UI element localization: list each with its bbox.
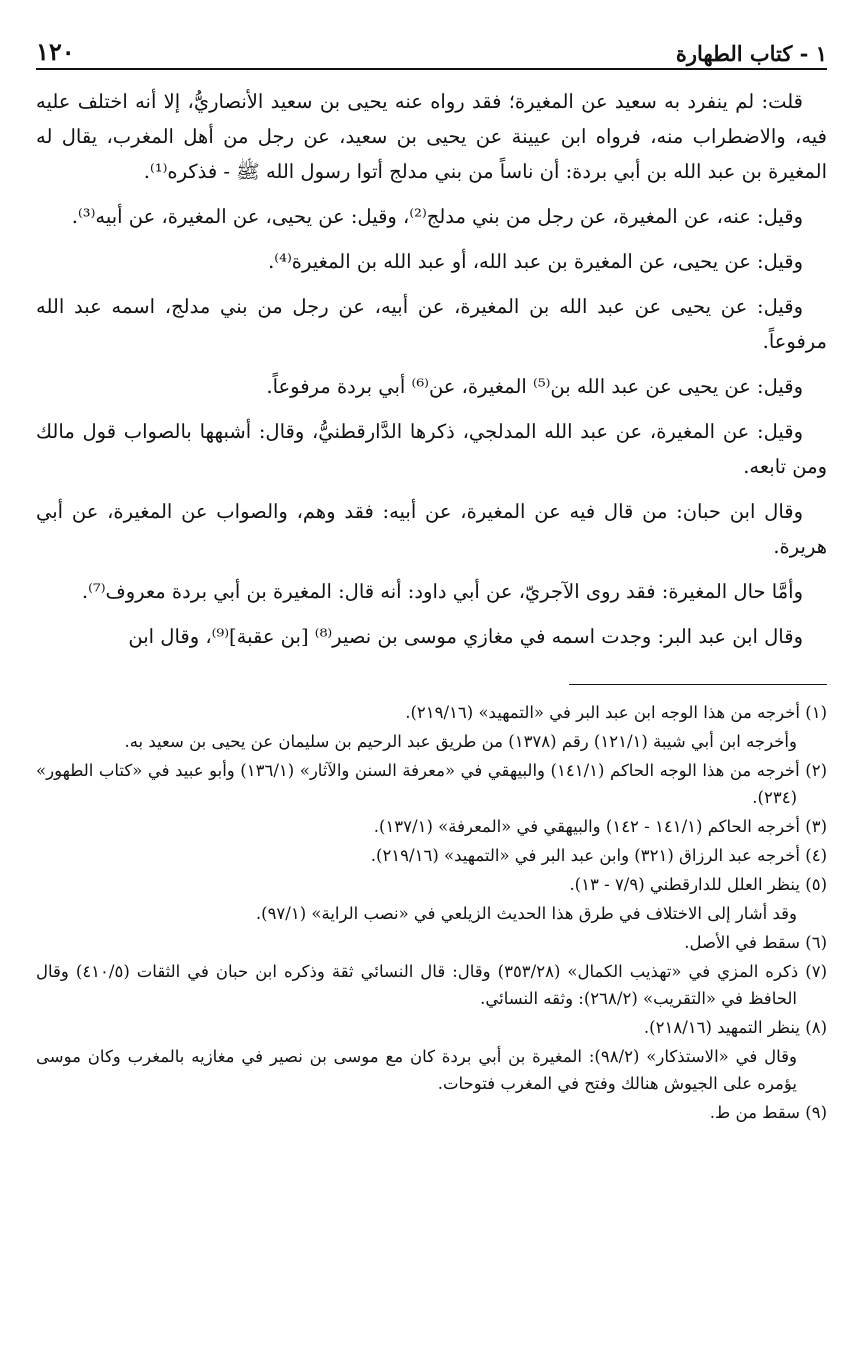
running-title: ١ - كتاب الطهارة [675, 41, 827, 66]
paragraph: وقال ابن حبان: من قال فيه عن المغيرة، عن أبيه: فقد وهم، والصواب عن المغيرة، عن أبي هريرة. [36, 500, 827, 558]
paragraph: وقيل: عن يحيى عن عبد الله بن⁽⁵⁾ المغيرة، عن⁽⁶⁾ أبي بردة مرفوعاً. [266, 375, 803, 398]
footnote: (٧) ذكره المزي في «تهذيب الكمال» (٣٥٣/٢٨) وقال: قال النسائي ثقة وذكره ابن حبان في الثقات (٤١٠/٥) وقال الحافظ في «التقريب» (٢٦٨/٢): وثقه النسائي. [36, 962, 827, 1008]
footnote: (٨) ينظر التمهيد (٢١٨/١٦). [643, 1018, 827, 1037]
footnote-separator [569, 684, 827, 685]
paragraph: وقال ابن عبد البر: وجدت اسمه في مغازي موسى بن نصير⁽⁸⁾ [بن عقبة]⁽⁹⁾، وقال ابن [128, 625, 803, 648]
paragraph: وقيل: عنه، عن المغيرة، عن رجل من بني مدلج⁽²⁾، وقيل: عن يحيى، عن المغيرة، عن أبيه⁽³⁾. [71, 205, 803, 228]
footnote: (٢) أخرجه من هذا الوجه الحاكم (١٤١/١) والبيهقي في «معرفة السنن والآثار» (١٣٦/١) وأبو عبيد في «كتاب الطهور» (٢٣٤). [36, 761, 827, 807]
footnote: (٥) ينظر العلل للدارقطني (٧/٩ - ١٣). [569, 875, 827, 894]
main-text [36, 84, 827, 654]
footnote: (٣) أخرجه الحاكم (١٤١/١ - ١٤٢) والبيهقي في «المعرفة» (١٣٧/١). [373, 817, 827, 836]
paragraph: وأمَّا حال المغيرة: فقد روى الآجريّ، عن أبي داود: أنه قال: المغيرة بن أبي بردة معروف⁽⁷⁾. [81, 580, 803, 603]
footnote: (١) أخرجه من هذا الوجه ابن عبد البر في «التمهيد» (٢١٩/١٦). [405, 703, 827, 722]
footnotes [36, 699, 827, 1126]
paragraph: وقيل: عن المغيرة، عن عبد الله المدلجي، ذكرها الدَّارقطنيُّ، وقال: أشبهها بالصواب قول مالك ومن تابعه. [36, 420, 827, 478]
footnote: (٦) سقط في الأصل. [684, 933, 827, 952]
footnote: (٤) أخرجه عبد الرزاق (٣٢١) وابن عبد البر في «التمهيد» (٢١٩/١٦). [370, 846, 827, 865]
footnote-continuation: وقد أشار إلى الاختلاف في طرق هذا الحديث الزيلعي في «نصب الراية» (٩٧/١). [255, 904, 797, 923]
footnote-continuation: وقال في «الاستذكار» (٩٨/٢): المغيرة بن أبي بردة كان مع موسى بن نصير في مغازيه بالمغرب وكان موسى يؤمره على الجيوش هنالك وفتح في المغرب فتوحات. [36, 1047, 797, 1093]
page-header [36, 32, 827, 70]
footnote: (٩) سقط من ط. [709, 1103, 827, 1122]
page-number: ١٢٠ [36, 37, 75, 66]
paragraph: وقيل: عن يحيى، عن المغيرة بن عبد الله، أو عبد الله بن المغيرة⁽⁴⁾. [268, 250, 803, 273]
footnote-continuation: وأخرجه ابن أبي شيبة (١٢١/١) رقم (١٣٧٨) من طريق عبد الرحيم بن سليمان عن يحيى بن سعيد به. [124, 732, 797, 751]
paragraph: قلت: لم ينفرد به سعيد عن المغيرة؛ فقد رواه عنه يحيى بن سعيد الأنصاريُّ، إلا أنه اختلف عليه فيه، والاضطراب منه، فرواه ابن عيينة عن يحيى بن سعيد، عن رجل من أهل المغرب، يقال له المغيرة بن عبد الله بن أبي بردة: أن ناساً من بني مدلج أتوا رسول الله ﷺ - فذكره⁽¹⁾. [36, 90, 827, 183]
paragraph: وقيل: عن يحيى عن عبد الله بن المغيرة، عن أبيه، عن رجل من بني مدلج، اسمه عبد الله مرفوعاً. [36, 295, 827, 353]
